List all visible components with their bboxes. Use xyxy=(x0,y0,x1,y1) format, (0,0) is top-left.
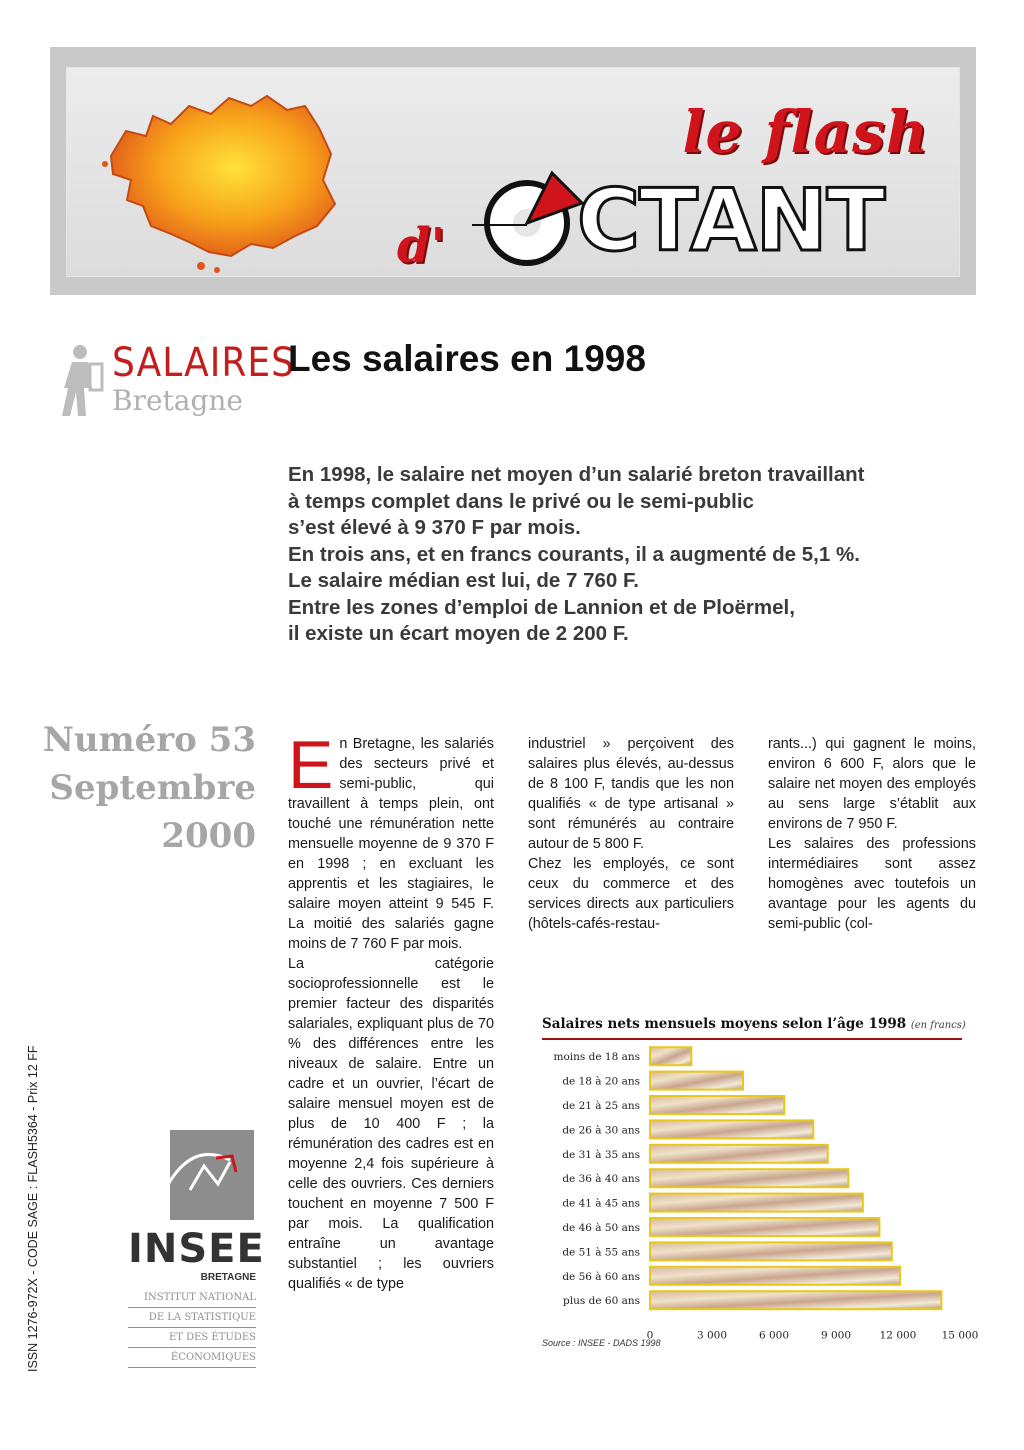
flash-d-prefix: d' xyxy=(397,218,446,274)
article-paragraph: n Bretagne, les salariés des secteurs privé et semi-public, qui travaillent à temps plein, ont touché une rémunération nette mensuelle moyenne de 9 370 F en 1998 ; en excluant les apprentis et les stagiaires, le salaire moyen atteint 9 545 F. La moitié des salariés gagne moins de 7 760 F par mois. xyxy=(288,736,494,952)
chart-category-label: de 26 à 30 ans xyxy=(562,1124,640,1137)
issue-number: Numéro 53 xyxy=(42,720,256,760)
drop-cap: E xyxy=(288,727,334,803)
series-logo xyxy=(50,340,295,430)
brittany-map-icon xyxy=(91,76,351,276)
chart-category-label: de 18 à 20 ans xyxy=(562,1075,640,1088)
page-title: Les salaires en 1998 xyxy=(288,338,646,379)
chart-bar xyxy=(650,1145,828,1163)
issue-info xyxy=(30,716,256,860)
chart-x-tick-label: 6 000 xyxy=(758,1329,790,1342)
insee-arc-icon xyxy=(160,1130,244,1220)
insee-subtitle xyxy=(128,1288,256,1368)
chart-category-label: de 31 à 35 ans xyxy=(562,1148,640,1161)
chart-bar xyxy=(650,1096,784,1114)
article-paragraph: La catégorie socioprofessionnelle est le premier facteur des disparités salariales, expliquant plus de 70 % des différences entre les niveaux de salaire. Entre un cadre et un ouvrier, l’écart de salaire mensuel moyen est de plus de 10 400 F ; la rémunération des cadres est en moyenne 2,4 fois supérieure à celle des ouvriers. Ces derniers touchent en moyenne 7 500 F par mois. La qualification entraîne un avantage substantiel ; les ouvriers qualifiés « de type xyxy=(288,956,494,1292)
chart-title-text: Salaires nets mensuels moyens selon l’âge 1998 xyxy=(542,1016,907,1032)
octant-wordmark: CTANT xyxy=(577,171,885,271)
article-column-1 xyxy=(288,727,494,1294)
chart-category-label: moins de 18 ans xyxy=(553,1051,640,1064)
chart-bar xyxy=(650,1120,813,1138)
article-paragraph: Chez les employés, ce sont ceux du commerce et des services directs aux particuliers (hôtels-cafés-restau- xyxy=(528,856,734,932)
salary-by-age-chart xyxy=(528,1010,979,1355)
chart-bar xyxy=(650,1194,863,1212)
chart-category-label: plus de 60 ans xyxy=(563,1295,640,1308)
chart-x-tick-label: 0 xyxy=(646,1329,654,1342)
lead-line: En 1998, le salaire net moyen d’un salarié breton travaillant xyxy=(288,463,865,486)
chart-category-label: de 36 à 40 ans xyxy=(562,1173,640,1186)
chart-category-label: de 46 à 50 ans xyxy=(562,1222,640,1234)
octant-o-icon xyxy=(472,163,582,273)
issue-year: 2000 xyxy=(161,816,256,856)
article-paragraph: Les salaires des professions intermédiaires sont assez homogènes avec toutefois un avantage pour les agents du semi-public (col- xyxy=(768,836,976,932)
lead-line: à temps complet dans le privé ou le semi-public xyxy=(288,489,754,513)
chart-bar xyxy=(650,1072,743,1090)
lead-paragraph xyxy=(288,462,948,648)
insee-subtitle-line: ET DES ÉTUDES xyxy=(128,1328,256,1348)
lead-line: s’est élevé à 9 370 F par mois. xyxy=(288,516,581,539)
chart-category-label: de 41 à 45 ans xyxy=(562,1197,640,1210)
article-paragraph: industriel » perçoivent des salaires plus élevés, au-dessus de 8 100 F, tandis que les non qualifiés « de type artisanal » sont rémunérés au contraire autour de 5 800 F. xyxy=(528,736,734,852)
flash-title: le flash xyxy=(682,98,929,166)
insee-emblem xyxy=(170,1130,254,1220)
lead-line: En trois ans, et en francs courants, il a augmenté de 5,1 %. xyxy=(288,542,860,566)
masthead-banner xyxy=(50,47,976,295)
article-column-2 xyxy=(528,734,734,934)
chart-source: Source : INSEE - DADS 1998 xyxy=(542,1338,661,1348)
chart-category-label: de 56 à 60 ans xyxy=(562,1270,640,1283)
issue-month: Septembre xyxy=(49,768,256,808)
chart-category-label: de 51 à 55 ans xyxy=(562,1246,640,1259)
series-logo-region: Bretagne xyxy=(112,384,244,417)
masthead-panel xyxy=(66,67,960,277)
chart-plot xyxy=(528,1010,979,1342)
chart-bar xyxy=(650,1242,892,1260)
chart-bar xyxy=(650,1291,941,1309)
chart-bar xyxy=(650,1267,900,1285)
chart-bar xyxy=(650,1218,879,1236)
chart-x-tick-label: 15 000 xyxy=(941,1329,979,1342)
series-logo-title: SALAIRES xyxy=(112,340,295,386)
chart-x-tick-label: 3 000 xyxy=(696,1329,728,1342)
chart-bar xyxy=(650,1047,691,1065)
chart-category-label: de 21 à 25 ans xyxy=(562,1100,640,1112)
article-column-3 xyxy=(768,734,976,934)
chart-unit: (en francs) xyxy=(910,1020,966,1031)
insee-subtitle-line: ÉCONOMIQUES xyxy=(128,1348,256,1368)
chart-x-tick-label: 12 000 xyxy=(879,1329,917,1342)
article-paragraph: rants...) qui gagnent le moins, environ 6 600 F, alors que le salaire net moyen des employés au sens large s’établit aux environs de 7 950 F. xyxy=(768,736,976,832)
lead-line: Entre les zones d’emploi de Lannion et de Ploërmel, xyxy=(288,595,795,619)
chart-bar xyxy=(650,1169,848,1187)
insee-subtitle-line: DE LA STATISTIQUE xyxy=(128,1308,256,1328)
insee-region: BRETAGNE xyxy=(200,1272,256,1283)
insee-name: INSEE xyxy=(128,1226,265,1272)
lead-line: il existe un écart moyen de 2 200 F. xyxy=(288,622,629,645)
insee-subtitle-line: INSTITUT NATIONAL xyxy=(128,1288,256,1308)
chart-x-tick-label: 9 000 xyxy=(820,1329,852,1342)
lead-line: Le salaire médian est lui, de 7 760 F. xyxy=(288,569,639,592)
issn-line: ISSN 1276-972X - CODE SAGE : FLASH5364 - Prix 12 FF xyxy=(26,1045,40,1372)
walking-figure-icon xyxy=(50,342,110,422)
